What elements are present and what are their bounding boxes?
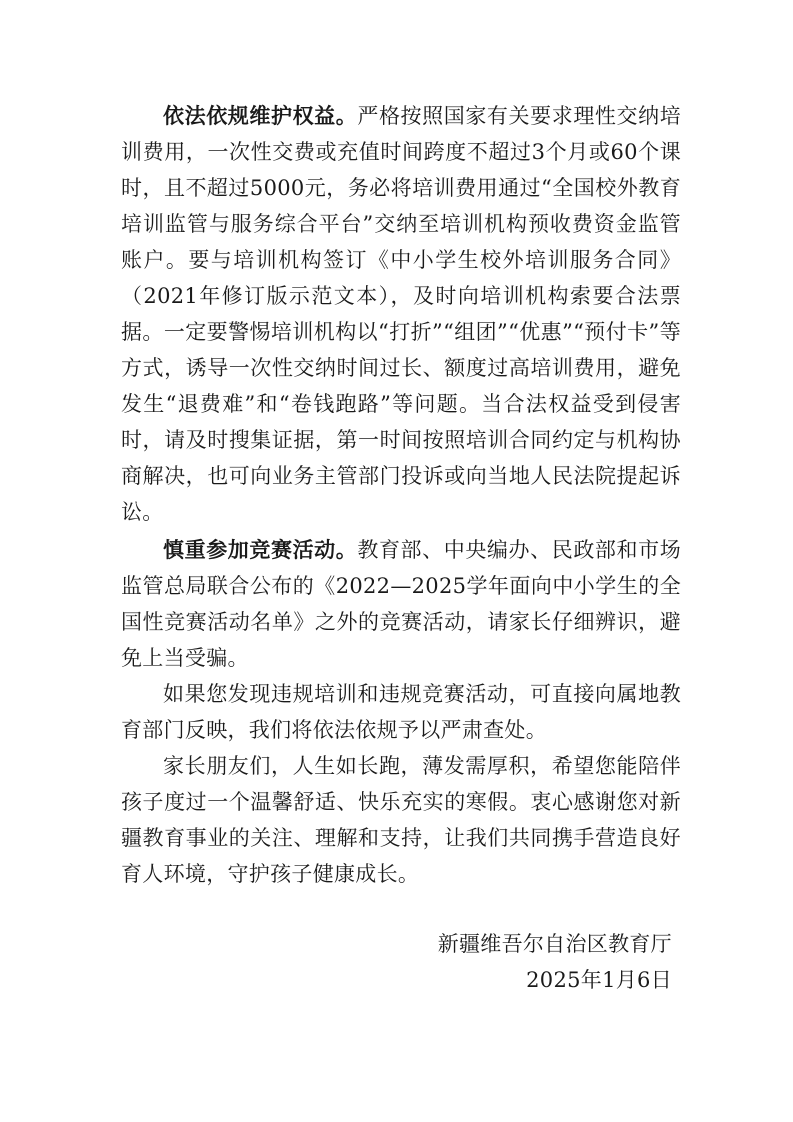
paragraph-rights-protection <box>121 98 681 530</box>
paragraph-body: 家长朋友们，人生如长跑，薄发需厚积，希望您能陪伴孩子度过一个温馨舒适、快乐充实的寒假。衷心感谢您对新疆教育事业的关注、理解和支持，让我们共同携手营造良好育人环境，守护孩子健康成长。 <box>121 754 681 886</box>
signature-organization: 新疆维吾尔自治区教育厅 <box>437 932 672 956</box>
paragraph-closing <box>121 748 681 892</box>
paragraph-body: 如果您发现违规培训和违规竞赛活动，可直接向属地教育部门反映，我们将依法依规予以严肃查处。 <box>121 682 681 742</box>
paragraph-heading: 依法依规维护权益。 <box>163 104 358 128</box>
paragraph-report <box>121 676 681 748</box>
paragraph-heading: 慎重参加竞赛活动。 <box>163 538 358 562</box>
signature-date: 2025年1月6日 <box>526 968 672 992</box>
paragraph-body: 严格按照国家有关要求理性交纳培训费用，一次性交费或充值时间跨度不超过3个月或60个课时，且不超过5000元，务必将培训费用通过“全国校外教育培训监管与服务综合平台”交纳至培训机构预收费资金监管账户。要与培训机构签订《中小学生校外培训服务合同》（2021年修订版示范文本），及时向培训机构索要合法票据。一定要警惕培训机构以“打折”“组团”“优惠”“预付卡”等方式，诱导一次性交纳时间过长、额度过高培训费用，避免发生“退费难”和“卷钱跑路”等问题。当合法权益受到侵害时，请及时搜集证据，第一时间按照培训合同约定与机构协商解决，也可向业务主管部门投诉或向当地人民法院提起诉讼。 <box>121 104 681 524</box>
paragraph-competition <box>121 532 681 676</box>
paragraph-body: 教育部、中央编办、民政部和市场监管总局联合公布的《2022—2025学年面向中小学生的全国性竞赛活动名单》之外的竞赛活动，请家长仔细辨识，避免上当受骗。 <box>121 538 681 670</box>
